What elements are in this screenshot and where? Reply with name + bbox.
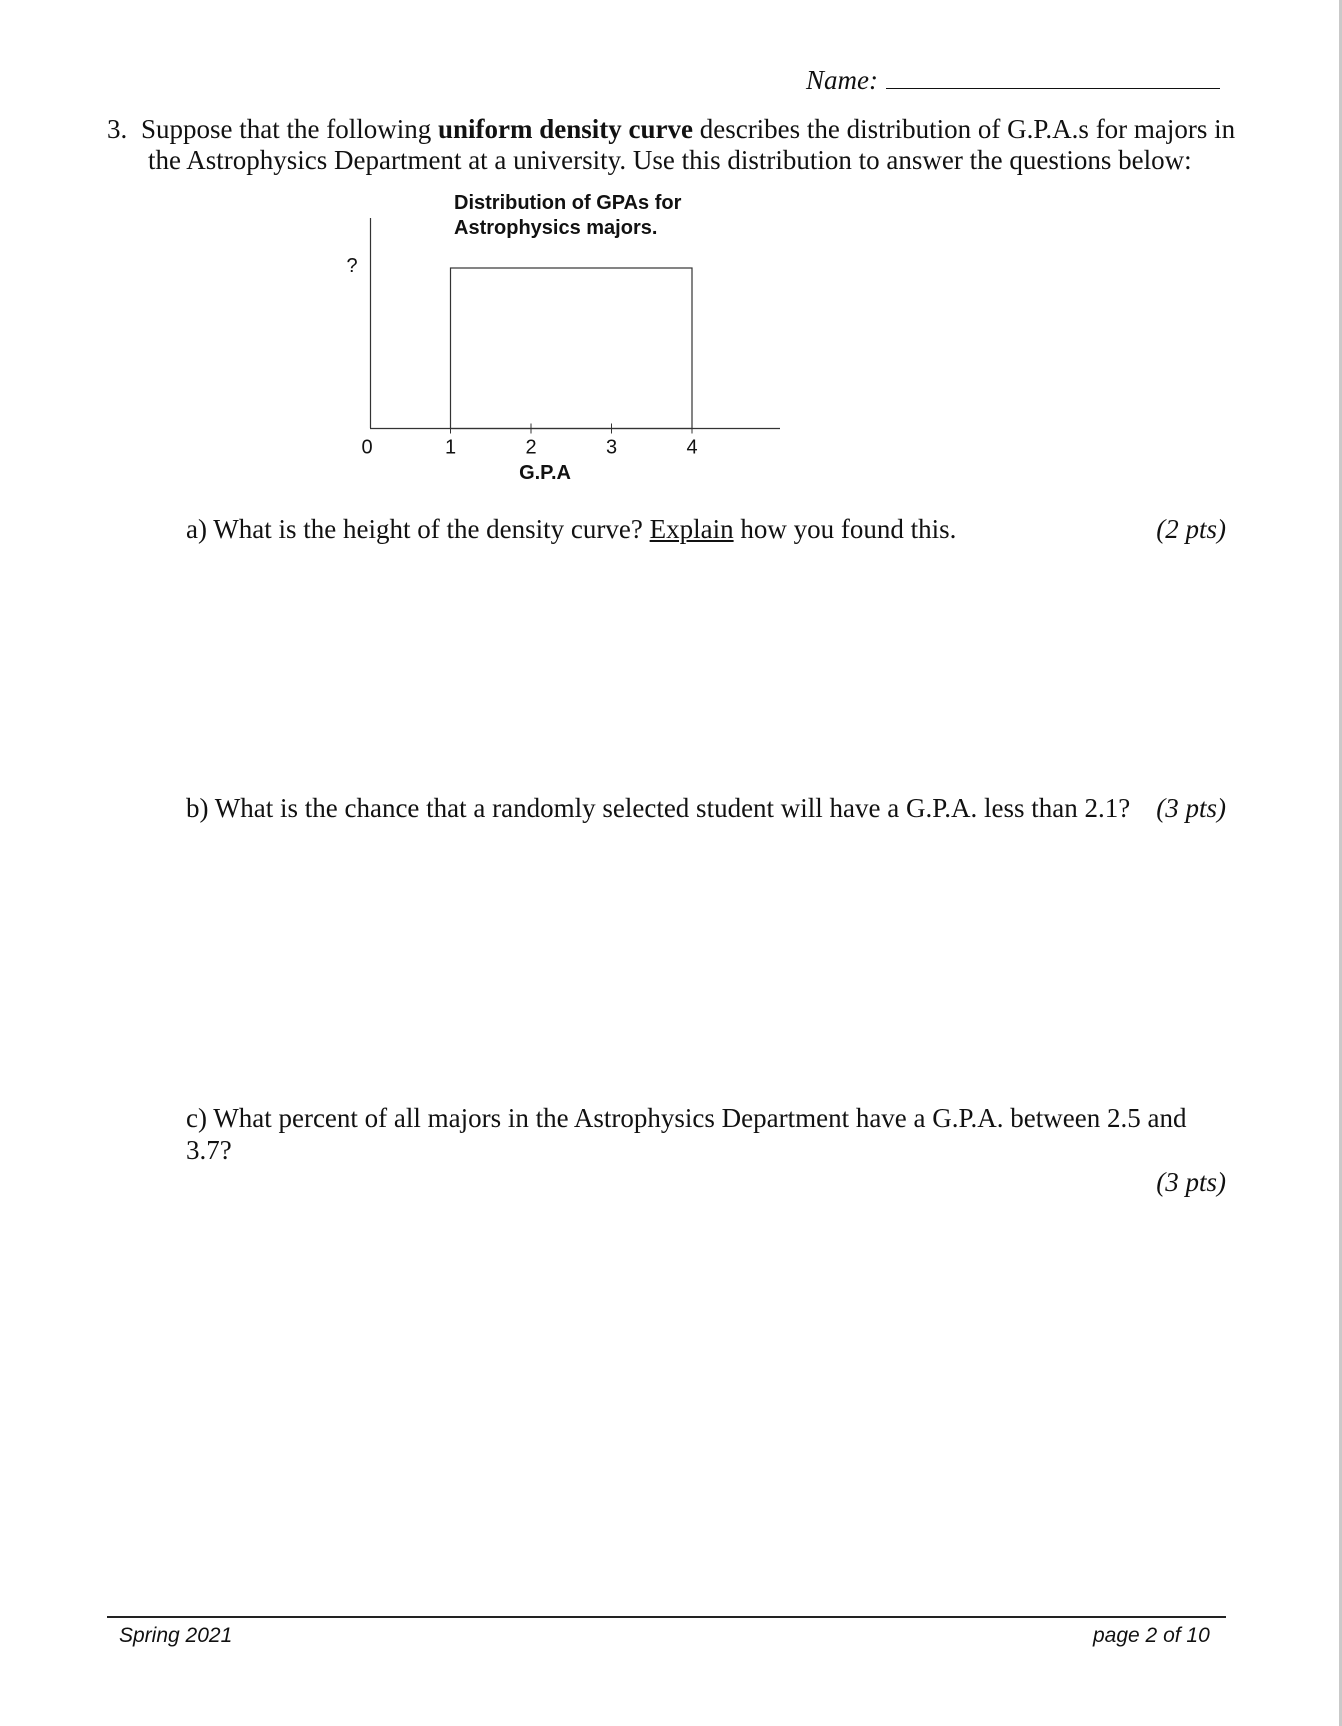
uniform-density-chart (340, 190, 780, 500)
part-a-label: a) (186, 514, 207, 544)
part-b (186, 792, 1226, 824)
part-a-text-before: What is the height of the density curve? (213, 514, 650, 544)
part-a-points: (2 pts) (1156, 514, 1226, 544)
footer-rule (107, 1616, 1226, 1618)
x-tick-label-3: 3 (605, 436, 618, 459)
part-c-label: c) (186, 1103, 207, 1133)
x-tick-label-0: 0 (361, 436, 373, 459)
x-axis-label: G.P.A (519, 462, 571, 484)
question-line-1 (107, 114, 1236, 145)
part-c (186, 1102, 1226, 1198)
question-text-after: describes the distribution of G.P.A.s for majors in (692, 114, 1236, 144)
part-a (186, 513, 1226, 545)
chart-title-line-2: Astrophysics majors. (454, 217, 658, 239)
name-field (806, 64, 1220, 96)
question-3 (107, 114, 1236, 176)
name-label: Name: (806, 65, 878, 95)
part-c-text: What percent of all majors in the Astrophysics Department have a G.P.A. between 2.5 and 3.7? (186, 1103, 1187, 1165)
question-number: 3. (107, 114, 128, 144)
question-line-2: the Astrophysics Department at a university. Use this distribution to answer the questions below: (148, 145, 1192, 175)
footer-term: Spring 2021 (119, 1624, 233, 1647)
x-tick-label-1: 1 (444, 436, 457, 459)
part-b-points: (3 pts) (1156, 793, 1226, 823)
part-c-points: (3 pts) (1156, 1167, 1226, 1197)
x-tick-label-2: 2 (525, 436, 537, 459)
part-a-text-after: how you found this. (733, 514, 957, 544)
chart-title-line-1: Distribution of GPAs for (454, 192, 682, 214)
part-b-label: b) (186, 793, 209, 823)
name-blank-line[interactable] (886, 64, 1220, 89)
part-a-underlined-word: Explain (649, 514, 734, 544)
part-b-text: What is the chance that a randomly selected student will have a G.P.A. less than 2.1? (214, 793, 1131, 823)
density-rectangle (451, 268, 693, 429)
footer-page-number: page 2 of 10 (1093, 1624, 1210, 1647)
question-text-before: Suppose that the following (141, 114, 438, 144)
x-tick-label-4: 4 (686, 436, 698, 459)
question-bold-term: uniform density curve (437, 114, 693, 144)
y-axis-label: ? (346, 255, 358, 277)
